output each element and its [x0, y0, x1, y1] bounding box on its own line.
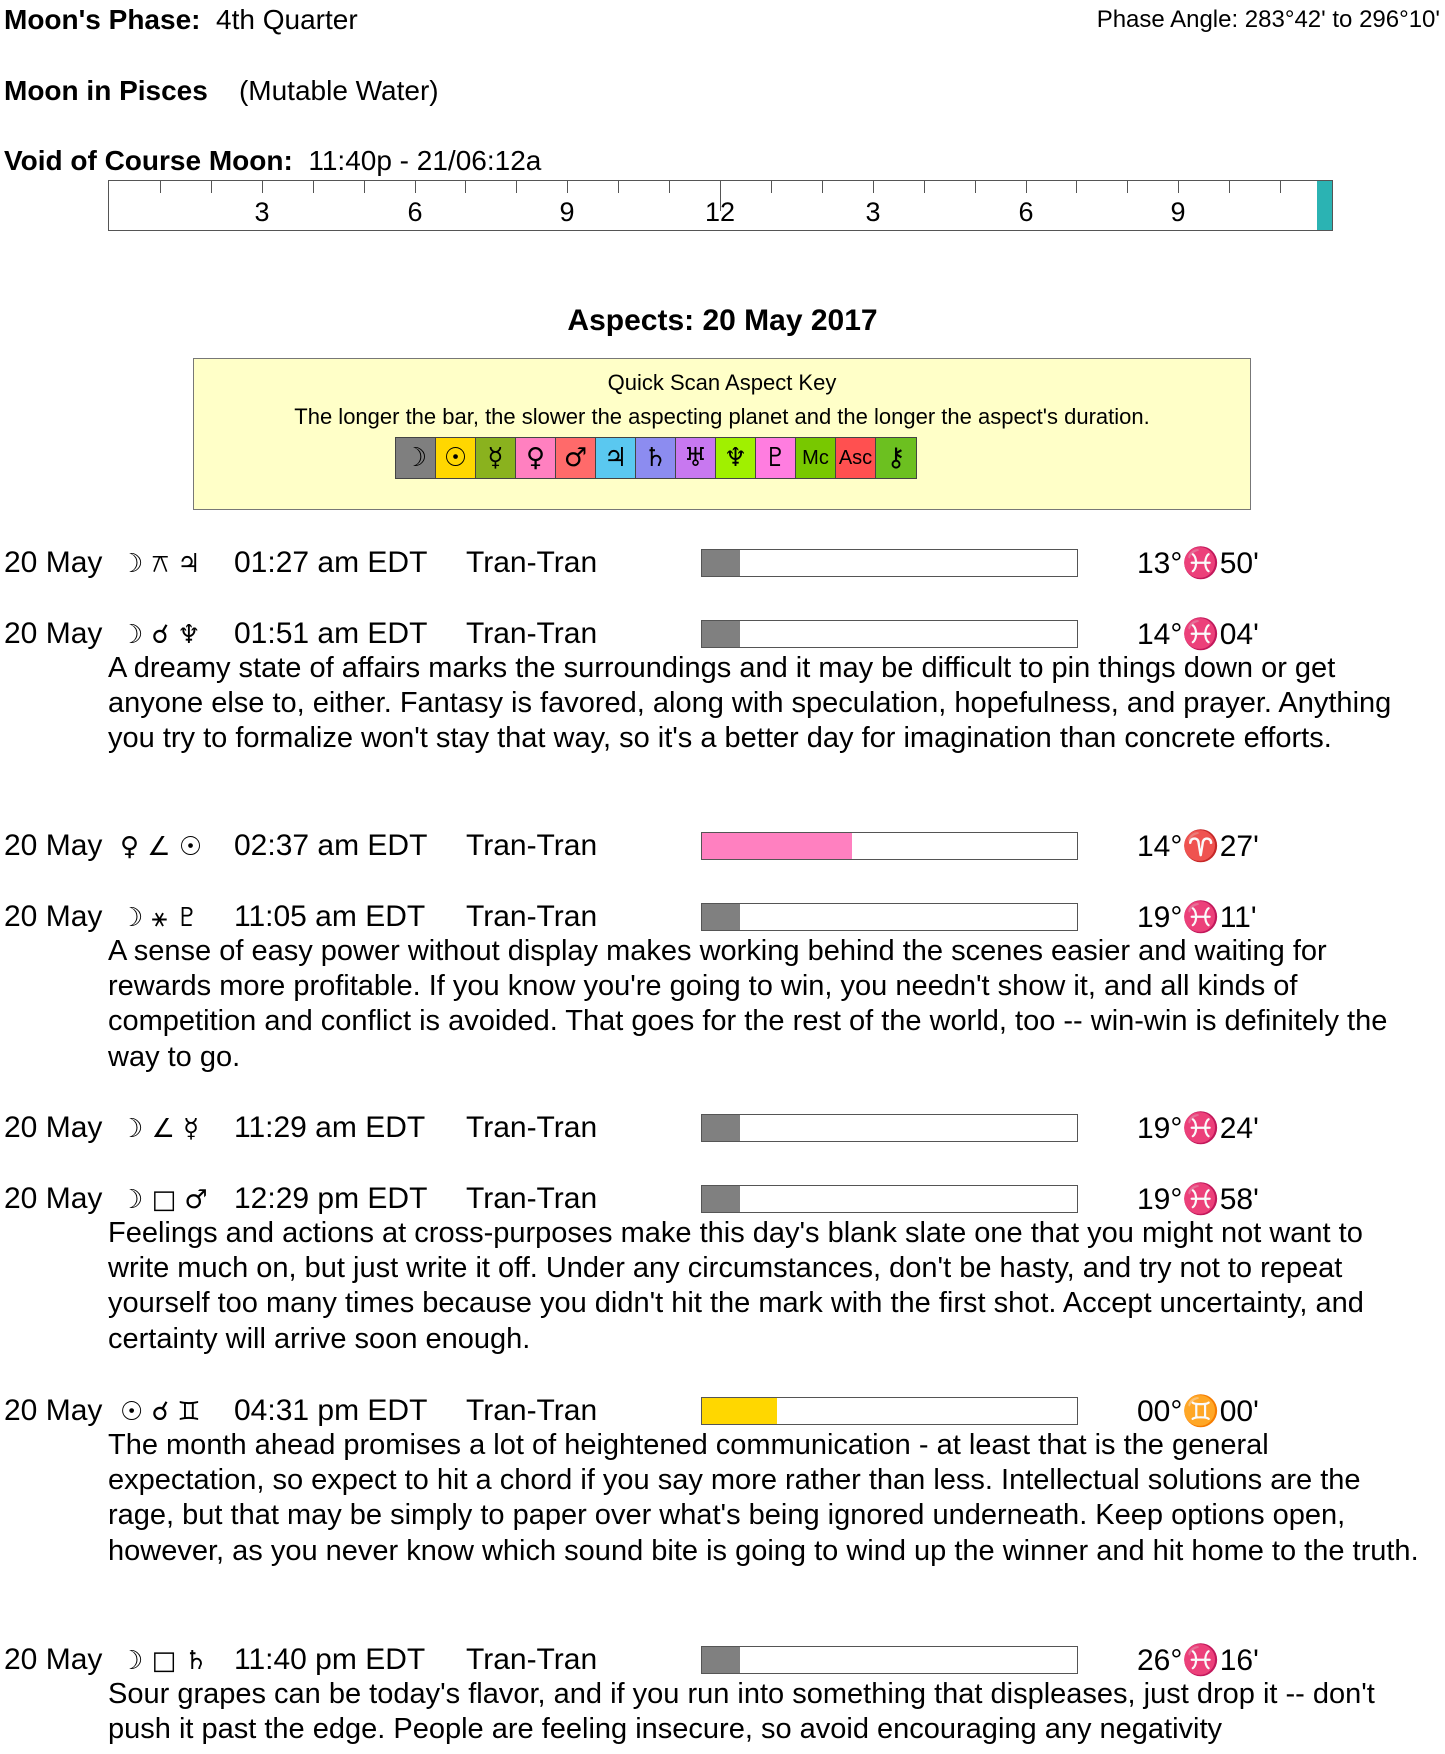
aspect-duration-bar: [701, 1185, 1078, 1213]
aspect-symbols: ♀ ∠ ☉: [120, 832, 203, 862]
timeline-tick: [465, 181, 466, 193]
pluto-icon: ♇: [756, 438, 796, 478]
timeline-tick: [771, 181, 772, 193]
aspect-type: Tran-Tran: [466, 1182, 598, 1215]
aspect-date: 20 May: [4, 1394, 103, 1427]
timeline-tick: [262, 181, 263, 193]
aspect-position: 26°♓16': [1137, 1644, 1259, 1677]
aspect-duration-bar: [701, 1114, 1078, 1142]
mars-icon: ♂: [556, 438, 596, 478]
aspect-duration-bar: [701, 903, 1078, 931]
timeline-tick: [873, 181, 874, 193]
moon-sign-label: Moon in Pisces: [4, 75, 208, 106]
aspect-duration-fill: [702, 1398, 777, 1424]
aspect-type: Tran-Tran: [466, 617, 598, 650]
timeline-label: 3: [254, 197, 270, 227]
aspect-symbols: ☽ ∠ ☿: [120, 1114, 200, 1144]
aspect-time: 02:37 am EDT: [234, 829, 428, 862]
timeline-tick: [618, 181, 619, 193]
sun-icon: ☉: [436, 438, 476, 478]
aspect-duration-fill: [702, 1647, 740, 1673]
aspect-description: The month ahead promises a lot of heightened communication - at least that is the general expectation, so expect to hit a chord if you say more rather than less. Intellectual solutions are the rage, but that may be simply to paper over what's being ignored underneath. Keep options open, however, as you never know which sound bite is going to wind up the winner and hit home to the truth.: [108, 1429, 1419, 1567]
aspect-time: 11:05 am EDT: [234, 900, 426, 933]
aspect-date: 20 May: [4, 546, 103, 579]
void-of-course: [4, 145, 541, 177]
timeline-tick: [313, 181, 314, 193]
aspect-duration-bar: [701, 1646, 1078, 1674]
aspects-title: Aspects: 20 May 2017: [567, 304, 878, 337]
aspect-time: 04:31 pm EDT: [234, 1394, 428, 1427]
aspect-symbols: ☽ □ ♄: [120, 1646, 208, 1676]
jupiter-icon: ♃: [596, 438, 636, 478]
aspect-description: A sense of easy power without display makes working behind the scenes easier and waiting for rewards more profitable. If you know you're going to win, you needn't show it, and all kinds of competition and conflict is avoided. That goes for the rest of the world, too -- win-win is definitely the way to go.: [108, 935, 1388, 1073]
moon-sign: [4, 75, 439, 107]
aspect-duration-fill: [702, 1186, 740, 1212]
timeline-tick: [1127, 181, 1128, 193]
aspect-position: 19°♓58': [1137, 1183, 1259, 1216]
timeline-tick: [1280, 181, 1281, 193]
aspect-position: 00°♊00': [1137, 1395, 1259, 1428]
aspect-date: 20 May: [4, 829, 103, 862]
timeline-tick: [567, 181, 568, 193]
aspect-time: 01:27 am EDT: [234, 546, 428, 579]
aspect-description: Feelings and actions at cross-purposes make this day's blank slate one that you might not want to write much on, but just write it off. Under any circumstances, don't be hasty, and try not to repeat yourself too many times because you didn't hit the mark with the first shot. Accept uncertainty, and certainty will arrive soon enough.: [108, 1217, 1364, 1355]
aspect-duration-bar: [701, 832, 1078, 860]
aspect-position: 19°♓11': [1137, 901, 1257, 934]
aspect-duration-fill: [702, 550, 740, 576]
void-of-course-marker: [1317, 181, 1332, 230]
aspect-time: 11:29 am EDT: [234, 1111, 426, 1144]
aspect-duration-bar: [701, 549, 1078, 577]
timeline-tick: [1026, 181, 1027, 193]
timeline-tick: [160, 181, 161, 193]
venus-icon: ♀: [516, 438, 556, 478]
aspect-time: 12:29 pm EDT: [234, 1182, 428, 1215]
aspect-duration-fill: [702, 621, 740, 647]
aspect-description: Sour grapes can be today's flavor, and if you run into something that displeases, just drop it -- don't push it past the edge. People are feeling insecure, so avoid encouraging any negativity: [108, 1678, 1375, 1746]
aspect-type: Tran-Tran: [466, 1643, 598, 1676]
timeline-tick: [364, 181, 365, 193]
timeline-tick: [1229, 181, 1230, 193]
aspect-key-title: Quick Scan Aspect Key: [607, 370, 837, 395]
aspect-position: 14°♈27': [1137, 830, 1259, 863]
timeline-tick: [415, 181, 416, 193]
aspect-symbols: ☽ ⚻ ♃: [120, 549, 201, 579]
midheaven-icon: Mc: [796, 438, 836, 478]
timeline-tick: [516, 181, 517, 193]
aspect-symbols: ☉ ☌ ♊: [120, 1397, 201, 1427]
saturn-icon: ♄: [636, 438, 676, 478]
aspect-date: 20 May: [4, 1643, 103, 1676]
uranus-icon: ♅: [676, 438, 716, 478]
timeline-tick: [211, 181, 212, 193]
aspect-position: 14°♓04': [1137, 618, 1259, 651]
moon-sign-element: (Mutable Water): [238, 75, 439, 106]
ascendant-icon: Asc: [836, 438, 876, 478]
aspect-time: 01:51 am EDT: [234, 617, 428, 650]
timeline-tick: [975, 181, 976, 193]
neptune-icon: ♆: [716, 438, 756, 478]
moon-phase: [4, 4, 358, 36]
moon-icon: ☽: [396, 438, 436, 478]
voc-label: Void of Course Moon:: [4, 145, 293, 176]
aspect-symbols: ☽ □ ♂: [120, 1185, 208, 1215]
aspect-type: Tran-Tran: [466, 900, 598, 933]
aspect-key-description: The longer the bar, the slower the aspecting planet and the longer the aspect's duration.: [294, 404, 1150, 429]
timeline-label: 9: [1170, 197, 1186, 227]
aspect-position: 13°♓50': [1137, 547, 1259, 580]
aspect-time: 11:40 pm EDT: [234, 1643, 426, 1676]
timeline-tick: [1076, 181, 1077, 193]
aspect-type: Tran-Tran: [466, 829, 598, 862]
timeline-label: 6: [407, 197, 423, 227]
timeline-tick: [1178, 181, 1179, 193]
timeline-tick: [669, 181, 670, 193]
aspect-date: 20 May: [4, 900, 103, 933]
aspect-type: Tran-Tran: [466, 1111, 598, 1144]
aspect-date: 20 May: [4, 617, 103, 650]
aspect-key: [193, 358, 1251, 510]
aspect-duration-fill: [702, 833, 852, 859]
timeline-tick: [924, 181, 925, 193]
timeline-label: 3: [865, 197, 881, 227]
aspect-symbols: ☽ ⚹ ♇: [120, 903, 199, 933]
aspect-duration-fill: [702, 904, 740, 930]
timeline-label: 12: [704, 197, 736, 227]
timeline-label: 9: [559, 197, 575, 227]
moon-phase-value: 4th Quarter: [216, 4, 358, 35]
aspect-type: Tran-Tran: [466, 546, 598, 579]
void-of-course-timeline: [108, 180, 1333, 231]
aspect-type: Tran-Tran: [466, 1394, 598, 1427]
aspect-duration-bar: [701, 1397, 1078, 1425]
moon-phase-label: Moon's Phase:: [4, 4, 201, 35]
timeline-label: 6: [1018, 197, 1034, 227]
voc-value: 11:40p - 21/06:12a: [308, 145, 542, 176]
phase-angle: Phase Angle: 283°42' to 296°10': [1096, 6, 1440, 33]
aspect-description: A dreamy state of affairs marks the surroundings and it may be difficult to pin things down or get anyone else to, either. Fantasy is favored, along with speculation, hopefulness, and prayer. Anything you try to formalize won't stay that way, so it's a better day for imagination than concrete efforts.: [108, 652, 1392, 755]
aspect-duration-fill: [702, 1115, 740, 1141]
aspect-symbols: ☽ ☌ ♆: [120, 620, 201, 650]
chiron-icon: ⚷: [876, 438, 916, 478]
aspect-position: 19°♓24': [1137, 1112, 1259, 1145]
aspect-date: 20 May: [4, 1182, 103, 1215]
mercury-icon: ☿: [476, 438, 516, 478]
aspect-duration-bar: [701, 620, 1078, 648]
aspect-key-swatches: [395, 437, 917, 479]
aspect-date: 20 May: [4, 1111, 103, 1144]
timeline-tick: [822, 181, 823, 193]
